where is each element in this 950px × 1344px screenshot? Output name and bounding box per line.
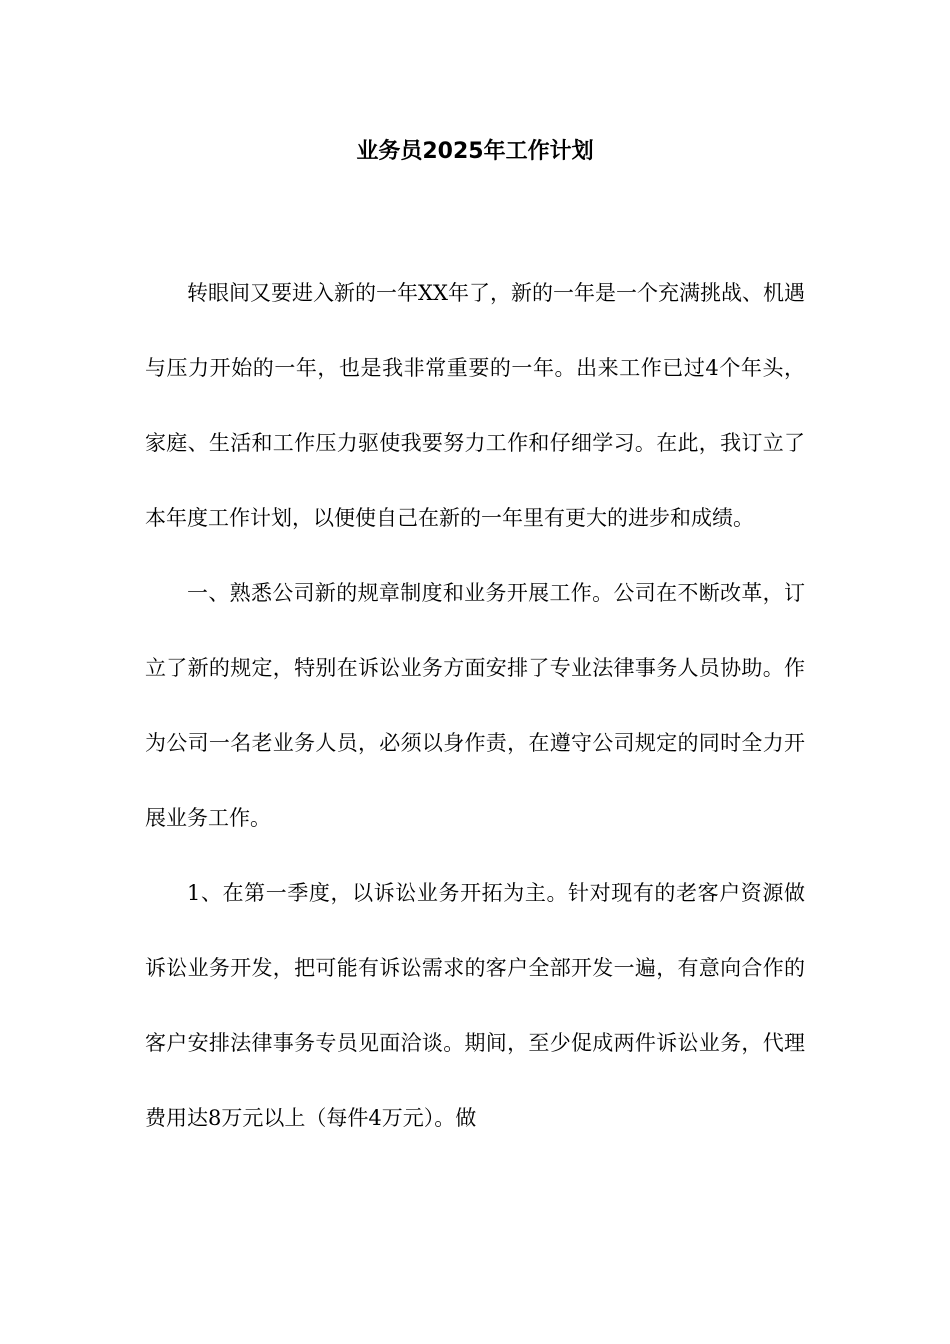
paragraph-section-one: 一、熟悉公司新的规章制度和业务开展工作。公司在不断改革，订立了新的规定，特别在诉讼业务方面安排了专业法律事务人员协助。作为公司一名老业务人员，必须以身作责，在遵守公司规定的同时全力开展业务工作。 [145, 581, 805, 830]
paragraph-item-one: 1、在第一季度，以诉讼业务开拓为主。针对现有的老客户资源做诉讼业务开发，把可能有诉讼需求的客户全部开发一遍，有意向合作的客户安排法律事务专员见面洽谈。期间，至少促成两件诉讼业务，代理费用达8万元以上（每件4万元）。做 [145, 881, 805, 1130]
paragraph-intro: 转眼间又要进入新的一年XX年了，新的一年是一个充满挑战、机遇与压力开始的一年，也是我非常重要的一年。出来工作已过4个年头，家庭、生活和工作压力驱使我要努力工作和仔细学习。在此，我订立了本年度工作计划，以便使自己在新的一年里有更大的进步和成绩。 [145, 281, 805, 530]
document-body [145, 256, 805, 1156]
document-title: 业务员2025年工作计划 [356, 139, 594, 164]
